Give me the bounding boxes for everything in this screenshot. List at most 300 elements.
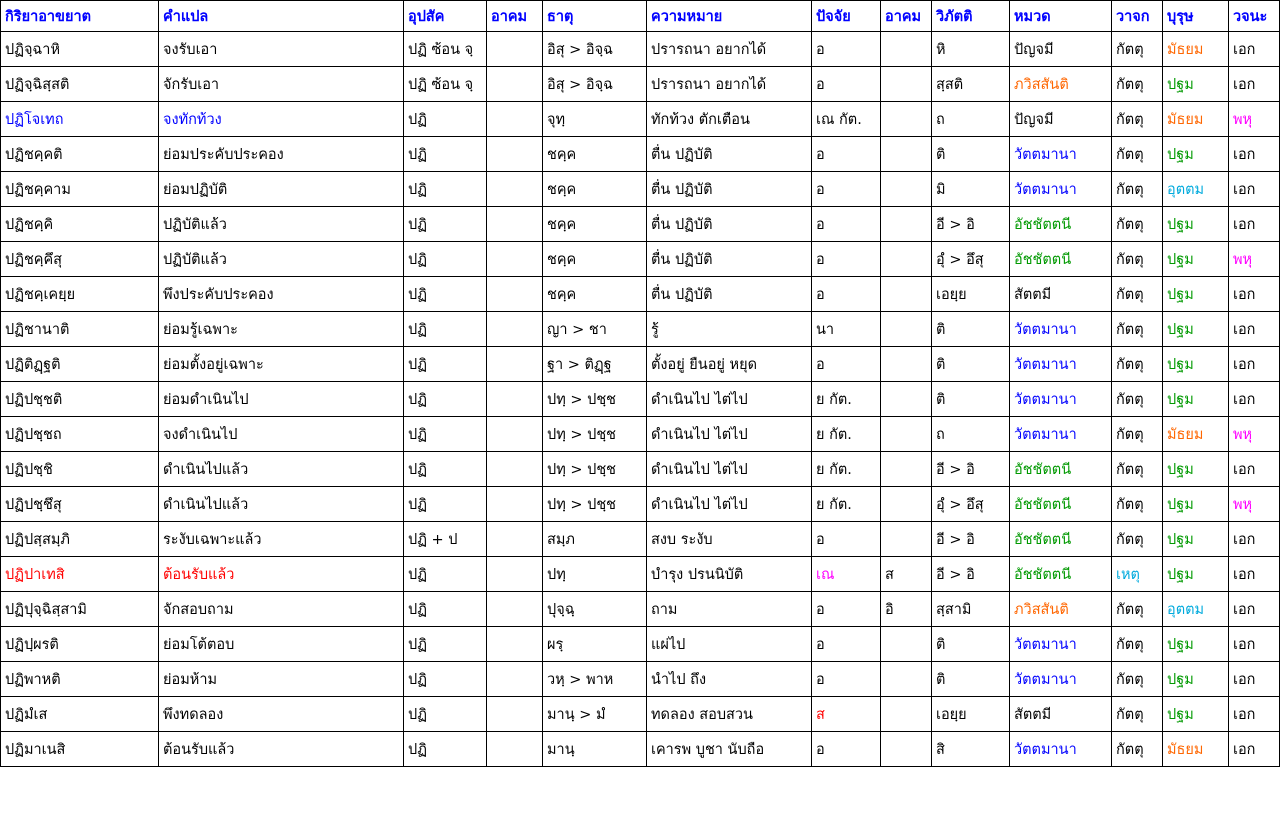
table-row bbox=[1, 32, 1280, 67]
cell-voice: กัตตุ bbox=[1112, 207, 1163, 242]
cell-voice: กัตตุ bbox=[1112, 732, 1163, 767]
cell-tense-group: วัตตมานา bbox=[1010, 627, 1112, 662]
cell-translation: จักสอบถาม bbox=[159, 592, 404, 627]
cell-ending: ถ bbox=[932, 417, 1010, 452]
cell-suffix: เณ bbox=[812, 557, 881, 592]
cell-voice: กัตตุ bbox=[1112, 382, 1163, 417]
cell-augment-1 bbox=[487, 207, 543, 242]
cell-meaning: แผ่ไป bbox=[647, 627, 812, 662]
cell-meaning: ตื่น ปฏิบัติ bbox=[647, 137, 812, 172]
cell-prefix: ปฏิ bbox=[404, 697, 487, 732]
cell-number: เอก bbox=[1229, 137, 1280, 172]
cell-meaning: ตั้งอยู่ ยืนอยู่ หยุด bbox=[647, 347, 812, 382]
table-row bbox=[1, 592, 1280, 627]
table-row bbox=[1, 347, 1280, 382]
cell-suffix: อ bbox=[812, 627, 881, 662]
cell-suffix: อ bbox=[812, 207, 881, 242]
cell-suffix: ย กัต. bbox=[812, 487, 881, 522]
cell-root: ชคฺค bbox=[543, 172, 647, 207]
table-row bbox=[1, 172, 1280, 207]
cell-tense-group: วัตตมานา bbox=[1010, 732, 1112, 767]
cell-suffix: ย กัต. bbox=[812, 417, 881, 452]
table-row bbox=[1, 67, 1280, 102]
cell-ending: อี > อิ bbox=[932, 452, 1010, 487]
cell-translation: ต้อนรับแล้ว bbox=[159, 557, 404, 592]
cell-ending: อี > อิ bbox=[932, 207, 1010, 242]
cell-prefix: ปฏิ bbox=[404, 382, 487, 417]
cell-number: เอก bbox=[1229, 277, 1280, 312]
table-row bbox=[1, 452, 1280, 487]
cell-tense-group: วัตตมานา bbox=[1010, 172, 1112, 207]
table-row bbox=[1, 312, 1280, 347]
cell-ending: อี > อิ bbox=[932, 557, 1010, 592]
cell-person: มัธยม bbox=[1163, 32, 1229, 67]
cell-meaning: ถาม bbox=[647, 592, 812, 627]
cell-ending: อี > อิ bbox=[932, 522, 1010, 557]
cell-suffix: อ bbox=[812, 32, 881, 67]
cell-ending: ติ bbox=[932, 382, 1010, 417]
cell-suffix: อ bbox=[812, 592, 881, 627]
cell-voice: กัตตุ bbox=[1112, 242, 1163, 277]
cell-root: อิสุ > อิจฺฉ bbox=[543, 32, 647, 67]
cell-root: ปุจฺฉฺ bbox=[543, 592, 647, 627]
cell-voice: กัตตุ bbox=[1112, 67, 1163, 102]
cell-meaning: ตื่น ปฏิบัติ bbox=[647, 172, 812, 207]
cell-tense-group: อัชชัตตนี bbox=[1010, 557, 1112, 592]
cell-verb: ปฏิปชฺชึสุ bbox=[1, 487, 159, 522]
cell-augment-1 bbox=[487, 242, 543, 277]
cell-translation: ย่อมโต้ตอบ bbox=[159, 627, 404, 662]
cell-prefix: ปฏิ bbox=[404, 207, 487, 242]
cell-augment-2 bbox=[881, 487, 932, 522]
cell-prefix: ปฏิ bbox=[404, 487, 487, 522]
cell-tense-group: วัตตมานา bbox=[1010, 347, 1112, 382]
cell-person: ปฐม bbox=[1163, 347, 1229, 382]
cell-tense-group: อัชชัตตนี bbox=[1010, 522, 1112, 557]
cell-verb: ปฏิจฺฉาหิ bbox=[1, 32, 159, 67]
cell-voice: กัตตุ bbox=[1112, 662, 1163, 697]
cell-suffix: เณ กัต. bbox=[812, 102, 881, 137]
cell-augment-2: อิ bbox=[881, 592, 932, 627]
cell-number: เอก bbox=[1229, 67, 1280, 102]
cell-number: เอก bbox=[1229, 382, 1280, 417]
table-row bbox=[1, 207, 1280, 242]
cell-root: ปทฺ bbox=[543, 557, 647, 592]
header-prefix: อุปสัค bbox=[404, 1, 487, 32]
header-augment-2: อาคม bbox=[881, 1, 932, 32]
cell-root: ปทฺ > ปชฺช bbox=[543, 382, 647, 417]
cell-meaning: ทักท้วง ตักเตือน bbox=[647, 102, 812, 137]
cell-root: มานฺ bbox=[543, 732, 647, 767]
cell-voice: กัตตุ bbox=[1112, 137, 1163, 172]
cell-prefix: ปฏิ bbox=[404, 312, 487, 347]
cell-voice: กัตตุ bbox=[1112, 592, 1163, 627]
cell-suffix: อ bbox=[812, 242, 881, 277]
cell-meaning: รู้ bbox=[647, 312, 812, 347]
cell-tense-group: วัตตมานา bbox=[1010, 382, 1112, 417]
table-row bbox=[1, 697, 1280, 732]
cell-translation: พึงประคับประคอง bbox=[159, 277, 404, 312]
cell-ending: เอยฺย bbox=[932, 697, 1010, 732]
cell-augment-2 bbox=[881, 347, 932, 382]
table-row bbox=[1, 522, 1280, 557]
cell-verb: ปฏิปชฺชิ bbox=[1, 452, 159, 487]
cell-suffix: ส bbox=[812, 697, 881, 732]
cell-translation: ย่อมห้าม bbox=[159, 662, 404, 697]
cell-prefix: ปฏิ + ป bbox=[404, 522, 487, 557]
cell-person: ปฐม bbox=[1163, 557, 1229, 592]
cell-suffix: อ bbox=[812, 347, 881, 382]
cell-ending: ติ bbox=[932, 347, 1010, 382]
cell-verb: ปฏิปาเทสิ bbox=[1, 557, 159, 592]
cell-ending: อุํ > อึสุ bbox=[932, 487, 1010, 522]
cell-augment-1 bbox=[487, 697, 543, 732]
cell-prefix: ปฏิ bbox=[404, 557, 487, 592]
cell-augment-2 bbox=[881, 627, 932, 662]
cell-augment-1 bbox=[487, 627, 543, 662]
cell-augment-2 bbox=[881, 32, 932, 67]
cell-voice: กัตตุ bbox=[1112, 697, 1163, 732]
cell-prefix: ปฏิ bbox=[404, 662, 487, 697]
cell-verb: ปฏิปชฺชถ bbox=[1, 417, 159, 452]
cell-number: เอก bbox=[1229, 207, 1280, 242]
cell-tense-group: อัชชัตตนี bbox=[1010, 452, 1112, 487]
cell-prefix: ปฏิ bbox=[404, 592, 487, 627]
cell-tense-group: ภวิสสันติ bbox=[1010, 67, 1112, 102]
cell-root: วหฺ > พาห bbox=[543, 662, 647, 697]
cell-root: ปทฺ > ปชฺช bbox=[543, 487, 647, 522]
cell-prefix: ปฏิ bbox=[404, 277, 487, 312]
cell-prefix: ปฏิ bbox=[404, 172, 487, 207]
cell-number: พหุ bbox=[1229, 417, 1280, 452]
cell-number: เอก bbox=[1229, 697, 1280, 732]
header-person: บุรุษ bbox=[1163, 1, 1229, 32]
cell-ending: ถ bbox=[932, 102, 1010, 137]
cell-voice: กัตตุ bbox=[1112, 102, 1163, 137]
cell-suffix: นา bbox=[812, 312, 881, 347]
header-voice: วาจก bbox=[1112, 1, 1163, 32]
cell-person: ปฐม bbox=[1163, 662, 1229, 697]
cell-root: มานฺ > มํ bbox=[543, 697, 647, 732]
cell-voice: กัตตุ bbox=[1112, 487, 1163, 522]
cell-person: ปฐม bbox=[1163, 137, 1229, 172]
cell-meaning: ดำเนินไป ไต่ไป bbox=[647, 487, 812, 522]
cell-number: พหุ bbox=[1229, 242, 1280, 277]
cell-person: อุตตม bbox=[1163, 592, 1229, 627]
cell-augment-2 bbox=[881, 172, 932, 207]
cell-augment-2 bbox=[881, 207, 932, 242]
cell-meaning: นำไป ถึง bbox=[647, 662, 812, 697]
table-row bbox=[1, 137, 1280, 172]
cell-prefix: ปฏิ ซ้อน จฺ bbox=[404, 32, 487, 67]
cell-ending: ติ bbox=[932, 312, 1010, 347]
cell-verb: ปฏิมาเนสิ bbox=[1, 732, 159, 767]
cell-suffix: อ bbox=[812, 172, 881, 207]
cell-meaning: ตื่น ปฏิบัติ bbox=[647, 277, 812, 312]
cell-number: เอก bbox=[1229, 522, 1280, 557]
cell-augment-1 bbox=[487, 557, 543, 592]
cell-meaning: บำรุง ปรนนิบัติ bbox=[647, 557, 812, 592]
cell-person: ปฐม bbox=[1163, 382, 1229, 417]
cell-augment-1 bbox=[487, 522, 543, 557]
cell-tense-group: สัตตมี bbox=[1010, 697, 1112, 732]
cell-augment-2 bbox=[881, 732, 932, 767]
cell-meaning: ทดลอง สอบสวน bbox=[647, 697, 812, 732]
cell-meaning: ปรารถนา อยากได้ bbox=[647, 67, 812, 102]
cell-augment-2 bbox=[881, 662, 932, 697]
cell-augment-1 bbox=[487, 382, 543, 417]
cell-voice: กัตตุ bbox=[1112, 32, 1163, 67]
cell-augment-1 bbox=[487, 487, 543, 522]
cell-verb: ปฏิติฏฺฐติ bbox=[1, 347, 159, 382]
cell-number: เอก bbox=[1229, 627, 1280, 662]
header-translation: คำแปล bbox=[159, 1, 404, 32]
cell-prefix: ปฏิ bbox=[404, 417, 487, 452]
cell-ending: ติ bbox=[932, 662, 1010, 697]
cell-prefix: ปฏิ bbox=[404, 137, 487, 172]
header-meaning: ความหมาย bbox=[647, 1, 812, 32]
cell-tense-group: วัตตมานา bbox=[1010, 662, 1112, 697]
cell-person: มัธยม bbox=[1163, 417, 1229, 452]
cell-ending: ติ bbox=[932, 627, 1010, 662]
cell-root: ปทฺ > ปชฺช bbox=[543, 452, 647, 487]
cell-number: เอก bbox=[1229, 452, 1280, 487]
cell-augment-2 bbox=[881, 452, 932, 487]
cell-root: ฐา > ติฏฺฐ bbox=[543, 347, 647, 382]
table-row bbox=[1, 242, 1280, 277]
cell-suffix: อ bbox=[812, 137, 881, 172]
cell-number: เอก bbox=[1229, 732, 1280, 767]
cell-number: เอก bbox=[1229, 172, 1280, 207]
cell-tense-group: ภวิสสันติ bbox=[1010, 592, 1112, 627]
cell-verb: ปฏิชานาติ bbox=[1, 312, 159, 347]
cell-tense-group: ปัญจมี bbox=[1010, 32, 1112, 67]
cell-augment-1 bbox=[487, 32, 543, 67]
table-body bbox=[1, 32, 1280, 767]
cell-verb: ปฏิชคฺคึสุ bbox=[1, 242, 159, 277]
cell-voice: กัตตุ bbox=[1112, 277, 1163, 312]
header-verb: กิริยาอาขยาต bbox=[1, 1, 159, 32]
cell-meaning: ดำเนินไป ไต่ไป bbox=[647, 452, 812, 487]
cell-suffix: อ bbox=[812, 662, 881, 697]
cell-meaning: ดำเนินไป ไต่ไป bbox=[647, 382, 812, 417]
cell-ending: สฺสามิ bbox=[932, 592, 1010, 627]
cell-augment-2 bbox=[881, 242, 932, 277]
cell-number: เอก bbox=[1229, 592, 1280, 627]
cell-translation: ปฏิบัติแล้ว bbox=[159, 207, 404, 242]
cell-number: พหุ bbox=[1229, 487, 1280, 522]
cell-augment-1 bbox=[487, 277, 543, 312]
cell-verb: ปฏิปชฺชติ bbox=[1, 382, 159, 417]
cell-prefix: ปฏิ ซ้อน จฺ bbox=[404, 67, 487, 102]
cell-augment-2 bbox=[881, 382, 932, 417]
cell-augment-1 bbox=[487, 137, 543, 172]
cell-suffix: อ bbox=[812, 522, 881, 557]
cell-augment-2 bbox=[881, 697, 932, 732]
cell-prefix: ปฏิ bbox=[404, 347, 487, 382]
cell-ending: ติ bbox=[932, 137, 1010, 172]
cell-root: ชคฺค bbox=[543, 277, 647, 312]
cell-augment-1 bbox=[487, 347, 543, 382]
cell-translation: ย่อมปฏิบัติ bbox=[159, 172, 404, 207]
header-suffix: ปัจจัย bbox=[812, 1, 881, 32]
cell-translation: ปฏิบัติแล้ว bbox=[159, 242, 404, 277]
cell-prefix: ปฏิ bbox=[404, 102, 487, 137]
cell-person: มัธยม bbox=[1163, 102, 1229, 137]
cell-person: มัธยม bbox=[1163, 732, 1229, 767]
cell-ending: สิ bbox=[932, 732, 1010, 767]
cell-root: จุทฺ bbox=[543, 102, 647, 137]
cell-augment-1 bbox=[487, 662, 543, 697]
cell-voice: กัตตุ bbox=[1112, 452, 1163, 487]
cell-augment-2 bbox=[881, 312, 932, 347]
cell-meaning: ดำเนินไป ไต่ไป bbox=[647, 417, 812, 452]
cell-tense-group: อัชชัตตนี bbox=[1010, 487, 1112, 522]
cell-meaning: สงบ ระงับ bbox=[647, 522, 812, 557]
table-row bbox=[1, 662, 1280, 697]
cell-meaning: เคารพ บูชา นับถือ bbox=[647, 732, 812, 767]
cell-verb: ปฏิปุจฺฉิสฺสามิ bbox=[1, 592, 159, 627]
cell-root: ญา > ชา bbox=[543, 312, 647, 347]
cell-voice: กัตตุ bbox=[1112, 522, 1163, 557]
cell-translation: ต้อนรับแล้ว bbox=[159, 732, 404, 767]
cell-translation: จงรับเอา bbox=[159, 32, 404, 67]
cell-translation: พึงทดลอง bbox=[159, 697, 404, 732]
cell-verb: ปฏิปสฺสมฺภิ bbox=[1, 522, 159, 557]
cell-verb: ปฏิปฺผรติ bbox=[1, 627, 159, 662]
cell-translation: ระงับเฉพาะแล้ว bbox=[159, 522, 404, 557]
cell-augment-2: ส bbox=[881, 557, 932, 592]
cell-augment-1 bbox=[487, 452, 543, 487]
cell-suffix: ย กัต. bbox=[812, 382, 881, 417]
cell-ending: สฺสติ bbox=[932, 67, 1010, 102]
header-root: ธาตุ bbox=[543, 1, 647, 32]
cell-tense-group: สัตตมี bbox=[1010, 277, 1112, 312]
cell-augment-1 bbox=[487, 312, 543, 347]
cell-number: พหุ bbox=[1229, 102, 1280, 137]
cell-augment-1 bbox=[487, 732, 543, 767]
cell-augment-1 bbox=[487, 592, 543, 627]
table-row bbox=[1, 557, 1280, 592]
cell-voice: กัตตุ bbox=[1112, 172, 1163, 207]
cell-person: ปฐม bbox=[1163, 487, 1229, 522]
cell-tense-group: วัตตมานา bbox=[1010, 417, 1112, 452]
cell-verb: ปฏิพาหติ bbox=[1, 662, 159, 697]
cell-ending: อุํ > อึสุ bbox=[932, 242, 1010, 277]
cell-translation: ย่อมตั้งอยู่เฉพาะ bbox=[159, 347, 404, 382]
cell-suffix: อ bbox=[812, 732, 881, 767]
table-row bbox=[1, 417, 1280, 452]
cell-ending: เอยฺย bbox=[932, 277, 1010, 312]
cell-number: เอก bbox=[1229, 312, 1280, 347]
cell-person: ปฐม bbox=[1163, 67, 1229, 102]
table-row bbox=[1, 277, 1280, 312]
cell-prefix: ปฏิ bbox=[404, 732, 487, 767]
cell-translation: ย่อมรู้เฉพาะ bbox=[159, 312, 404, 347]
cell-verb: ปฏิชคฺคติ bbox=[1, 137, 159, 172]
cell-number: เอก bbox=[1229, 662, 1280, 697]
cell-number: เอก bbox=[1229, 347, 1280, 382]
cell-prefix: ปฏิ bbox=[404, 452, 487, 487]
cell-ending: มิ bbox=[932, 172, 1010, 207]
cell-verb: ปฏิชคฺคาม bbox=[1, 172, 159, 207]
cell-verb: ปฏิจฺฉิสฺสติ bbox=[1, 67, 159, 102]
cell-translation: ดำเนินไปแล้ว bbox=[159, 452, 404, 487]
cell-augment-2 bbox=[881, 67, 932, 102]
cell-augment-1 bbox=[487, 67, 543, 102]
cell-root: ชคฺค bbox=[543, 137, 647, 172]
cell-prefix: ปฏิ bbox=[404, 242, 487, 277]
cell-augment-2 bbox=[881, 522, 932, 557]
table-row bbox=[1, 487, 1280, 522]
cell-person: ปฐม bbox=[1163, 697, 1229, 732]
cell-person: ปฐม bbox=[1163, 452, 1229, 487]
table-row bbox=[1, 382, 1280, 417]
cell-person: ปฐม bbox=[1163, 312, 1229, 347]
cell-translation: จักรับเอา bbox=[159, 67, 404, 102]
cell-suffix: อ bbox=[812, 277, 881, 312]
cell-root: อิสุ > อิจฺฉ bbox=[543, 67, 647, 102]
header-ending: วิภัตติ bbox=[932, 1, 1010, 32]
cell-tense-group: ปัญจมี bbox=[1010, 102, 1112, 137]
cell-root: ปทฺ > ปชฺช bbox=[543, 417, 647, 452]
cell-person: ปฐม bbox=[1163, 522, 1229, 557]
cell-translation: ย่อมดำเนินไป bbox=[159, 382, 404, 417]
cell-suffix: อ bbox=[812, 67, 881, 102]
cell-augment-2 bbox=[881, 102, 932, 137]
cell-verb: ปฏิชคฺคิ bbox=[1, 207, 159, 242]
table-row bbox=[1, 732, 1280, 767]
cell-tense-group: วัตตมานา bbox=[1010, 312, 1112, 347]
cell-number: เอก bbox=[1229, 557, 1280, 592]
table-row bbox=[1, 627, 1280, 662]
cell-number: เอก bbox=[1229, 32, 1280, 67]
cell-augment-2 bbox=[881, 417, 932, 452]
cell-voice: กัตตุ bbox=[1112, 417, 1163, 452]
cell-translation: จงดำเนินไป bbox=[159, 417, 404, 452]
cell-prefix: ปฏิ bbox=[404, 627, 487, 662]
header-number: วจนะ bbox=[1229, 1, 1280, 32]
cell-meaning: ปรารถนา อยากได้ bbox=[647, 32, 812, 67]
cell-meaning: ตื่น ปฏิบัติ bbox=[647, 207, 812, 242]
cell-person: ปฐม bbox=[1163, 242, 1229, 277]
cell-tense-group: อัชชัตตนี bbox=[1010, 242, 1112, 277]
cell-person: ปฐม bbox=[1163, 627, 1229, 662]
header-augment-1: อาคม bbox=[487, 1, 543, 32]
cell-augment-2 bbox=[881, 137, 932, 172]
cell-voice: กัตตุ bbox=[1112, 627, 1163, 662]
cell-augment-1 bbox=[487, 172, 543, 207]
cell-augment-1 bbox=[487, 417, 543, 452]
cell-person: ปฐม bbox=[1163, 277, 1229, 312]
cell-translation: จงทักท้วง bbox=[159, 102, 404, 137]
cell-root: สมฺภ bbox=[543, 522, 647, 557]
header-tense-group: หมวด bbox=[1010, 1, 1112, 32]
cell-voice: กัตตุ bbox=[1112, 347, 1163, 382]
cell-tense-group: วัตตมานา bbox=[1010, 137, 1112, 172]
cell-augment-1 bbox=[487, 102, 543, 137]
cell-tense-group: อัชชัตตนี bbox=[1010, 207, 1112, 242]
cell-translation: ย่อมประคับประคอง bbox=[159, 137, 404, 172]
cell-verb: ปฏิโจเทถ bbox=[1, 102, 159, 137]
cell-meaning: ตื่น ปฏิบัติ bbox=[647, 242, 812, 277]
cell-root: ชคฺค bbox=[543, 207, 647, 242]
cell-verb: ปฏิชคฺเคยฺย bbox=[1, 277, 159, 312]
cell-translation: ดำเนินไปแล้ว bbox=[159, 487, 404, 522]
cell-verb: ปฏิมํเส bbox=[1, 697, 159, 732]
table-row bbox=[1, 102, 1280, 137]
cell-person: ปฐม bbox=[1163, 207, 1229, 242]
